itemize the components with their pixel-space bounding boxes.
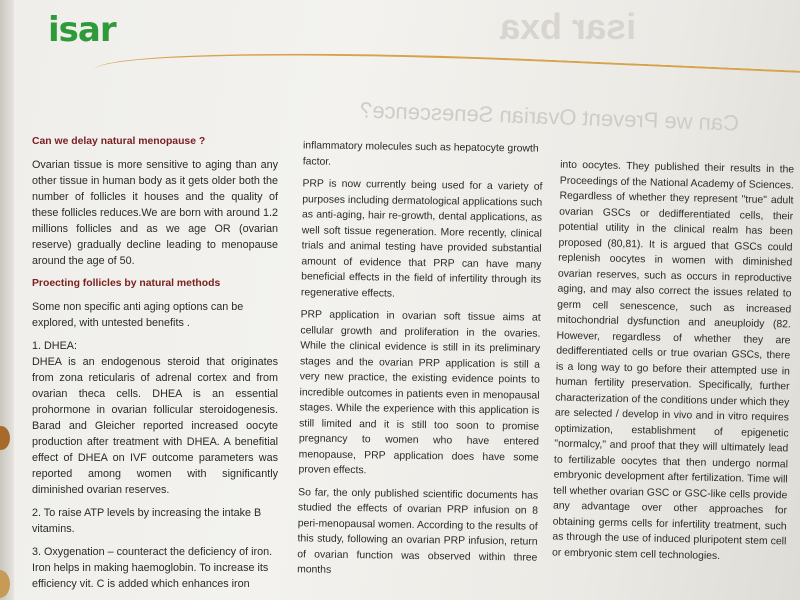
page-header [0, 0, 800, 90]
paragraph-gsc: into oocytes. They published their results in the Proceedings of the National Academy of Sciences. Regardless of whether they represent "true" adult ovarian GSCs or dedifferentiated cells, their potential utility in the clinical realm has been proposed (80,81). It is argued that GSCs could replenish oocytes in women with diminished ovarian reserves, such as occurs in reproductive aging, and may also correct the issues related to germ cell senescence, such as increased mitochondrial dysfunction and aneuploidy (82. However, regardless of whether they are dedifferentiated cells or true ovarian GSCs, there is a long way to go before their attempted use in human fertility preservation. Specifically, further characterization of the conditions under which they are selected / develop in vivo and in vitro requires optimization, establishment of epigenetic "normalcy," and proof that they will ultimately lead to fertilizable oocytes that then undergo normal embryonic development after fertilization. Time will tell whether ovarian GSC or GSC-like cells provide any advantage over other approaches for obtaining germs cells for infertility treatment, such as through the use of induced pluripotent stem cell or embryonic stem cell technologies. [551, 159, 795, 562]
logo-text: isar [48, 10, 116, 50]
paragraph-inflammatory: inflammatory molecules such as hepatocyte growth factor. [302, 140, 539, 168]
item-dhea-title: 1. DHEA: [32, 340, 78, 352]
isar-logo [48, 0, 116, 50]
paragraph-anti-aging: Some non specific anti aging options can be explored, with untested benefits . [32, 301, 244, 329]
heading-protecting-follicles: Proecting follicles by natural methods [32, 278, 221, 289]
column-3 [552, 158, 795, 573]
column-2 [297, 138, 543, 588]
heading-delay-menopause: Can we delay natural menopause ? [32, 136, 206, 147]
show-through-logo: isar bxa [500, 6, 637, 47]
item-oxygenation: 3. Oxygenation – counteract the deficiency of iron. Iron helps in making haemoglobin. To increase its efficiency vit. C is added which enhances iron [32, 546, 273, 590]
item-atp: 2. To raise ATP levels by increasing the intake B vitamins. [32, 507, 262, 535]
column-1 [32, 134, 278, 599]
paragraph-dhea: DHEA is an endogenous steroid that originates from zona reticularis of adrenal cortex and from ovarian theca cells. DHEA is an essential prohormone in ovarian follicular steroidogenesis. Barad and Gleicher reported increased oocyte production after treatment with DHEA. A benefitial effect of DHEA on IVF outcome parameters was reported among women with significantly diminished ovarian reserves. [32, 356, 278, 496]
show-through-heading: Can we Prevent Ovarian Senescence? [359, 97, 740, 136]
paragraph-published-studies: So far, the only published scientific documents has studied the effects of ovarian PRP infusion on 8 peri-menopausal women. According to the results of this study, following an ovarian PRP infusion, return of ovarian function was observed within three months [297, 486, 539, 576]
paragraph-prp-ovarian: PRP application in ovarian soft tissue aims at cellular growth and proliferation in the ovaries. While the clinical evidence is still in its preliminary stages and the ovarian PRP application is still a very new practice, the existing evidence points to incredible outcomes in patients even in menopausal stages. While the experience with this application is still limited and it is still too soon to promise pregnancy to women who have entered menopause, PRP application does have some proven effects. [298, 309, 541, 477]
binder-edge [0, 0, 14, 600]
paragraph-ovarian-tissue: Ovarian tissue is more sensitive to aging than any other tissue in human body as it gets older both the number of follicles it houses and the quality of these follicles reduces.We are born with around 1.2 millions follicles and as we age OR (ovarian reserve) gradually decline leading to menopause around the age of 50. [32, 159, 278, 267]
paragraph-prp-uses: PRP is now currently being used for a variety of purposes including dermatological applications such as anti-aging, hair re-growth, dental applications, as well soft tissue regeneration. More recently, clinical trials and animal testing have provided substantial amount of evidence that PRP can have many beneficial effects in the field of infertility through its regenerative effects. [300, 178, 543, 300]
